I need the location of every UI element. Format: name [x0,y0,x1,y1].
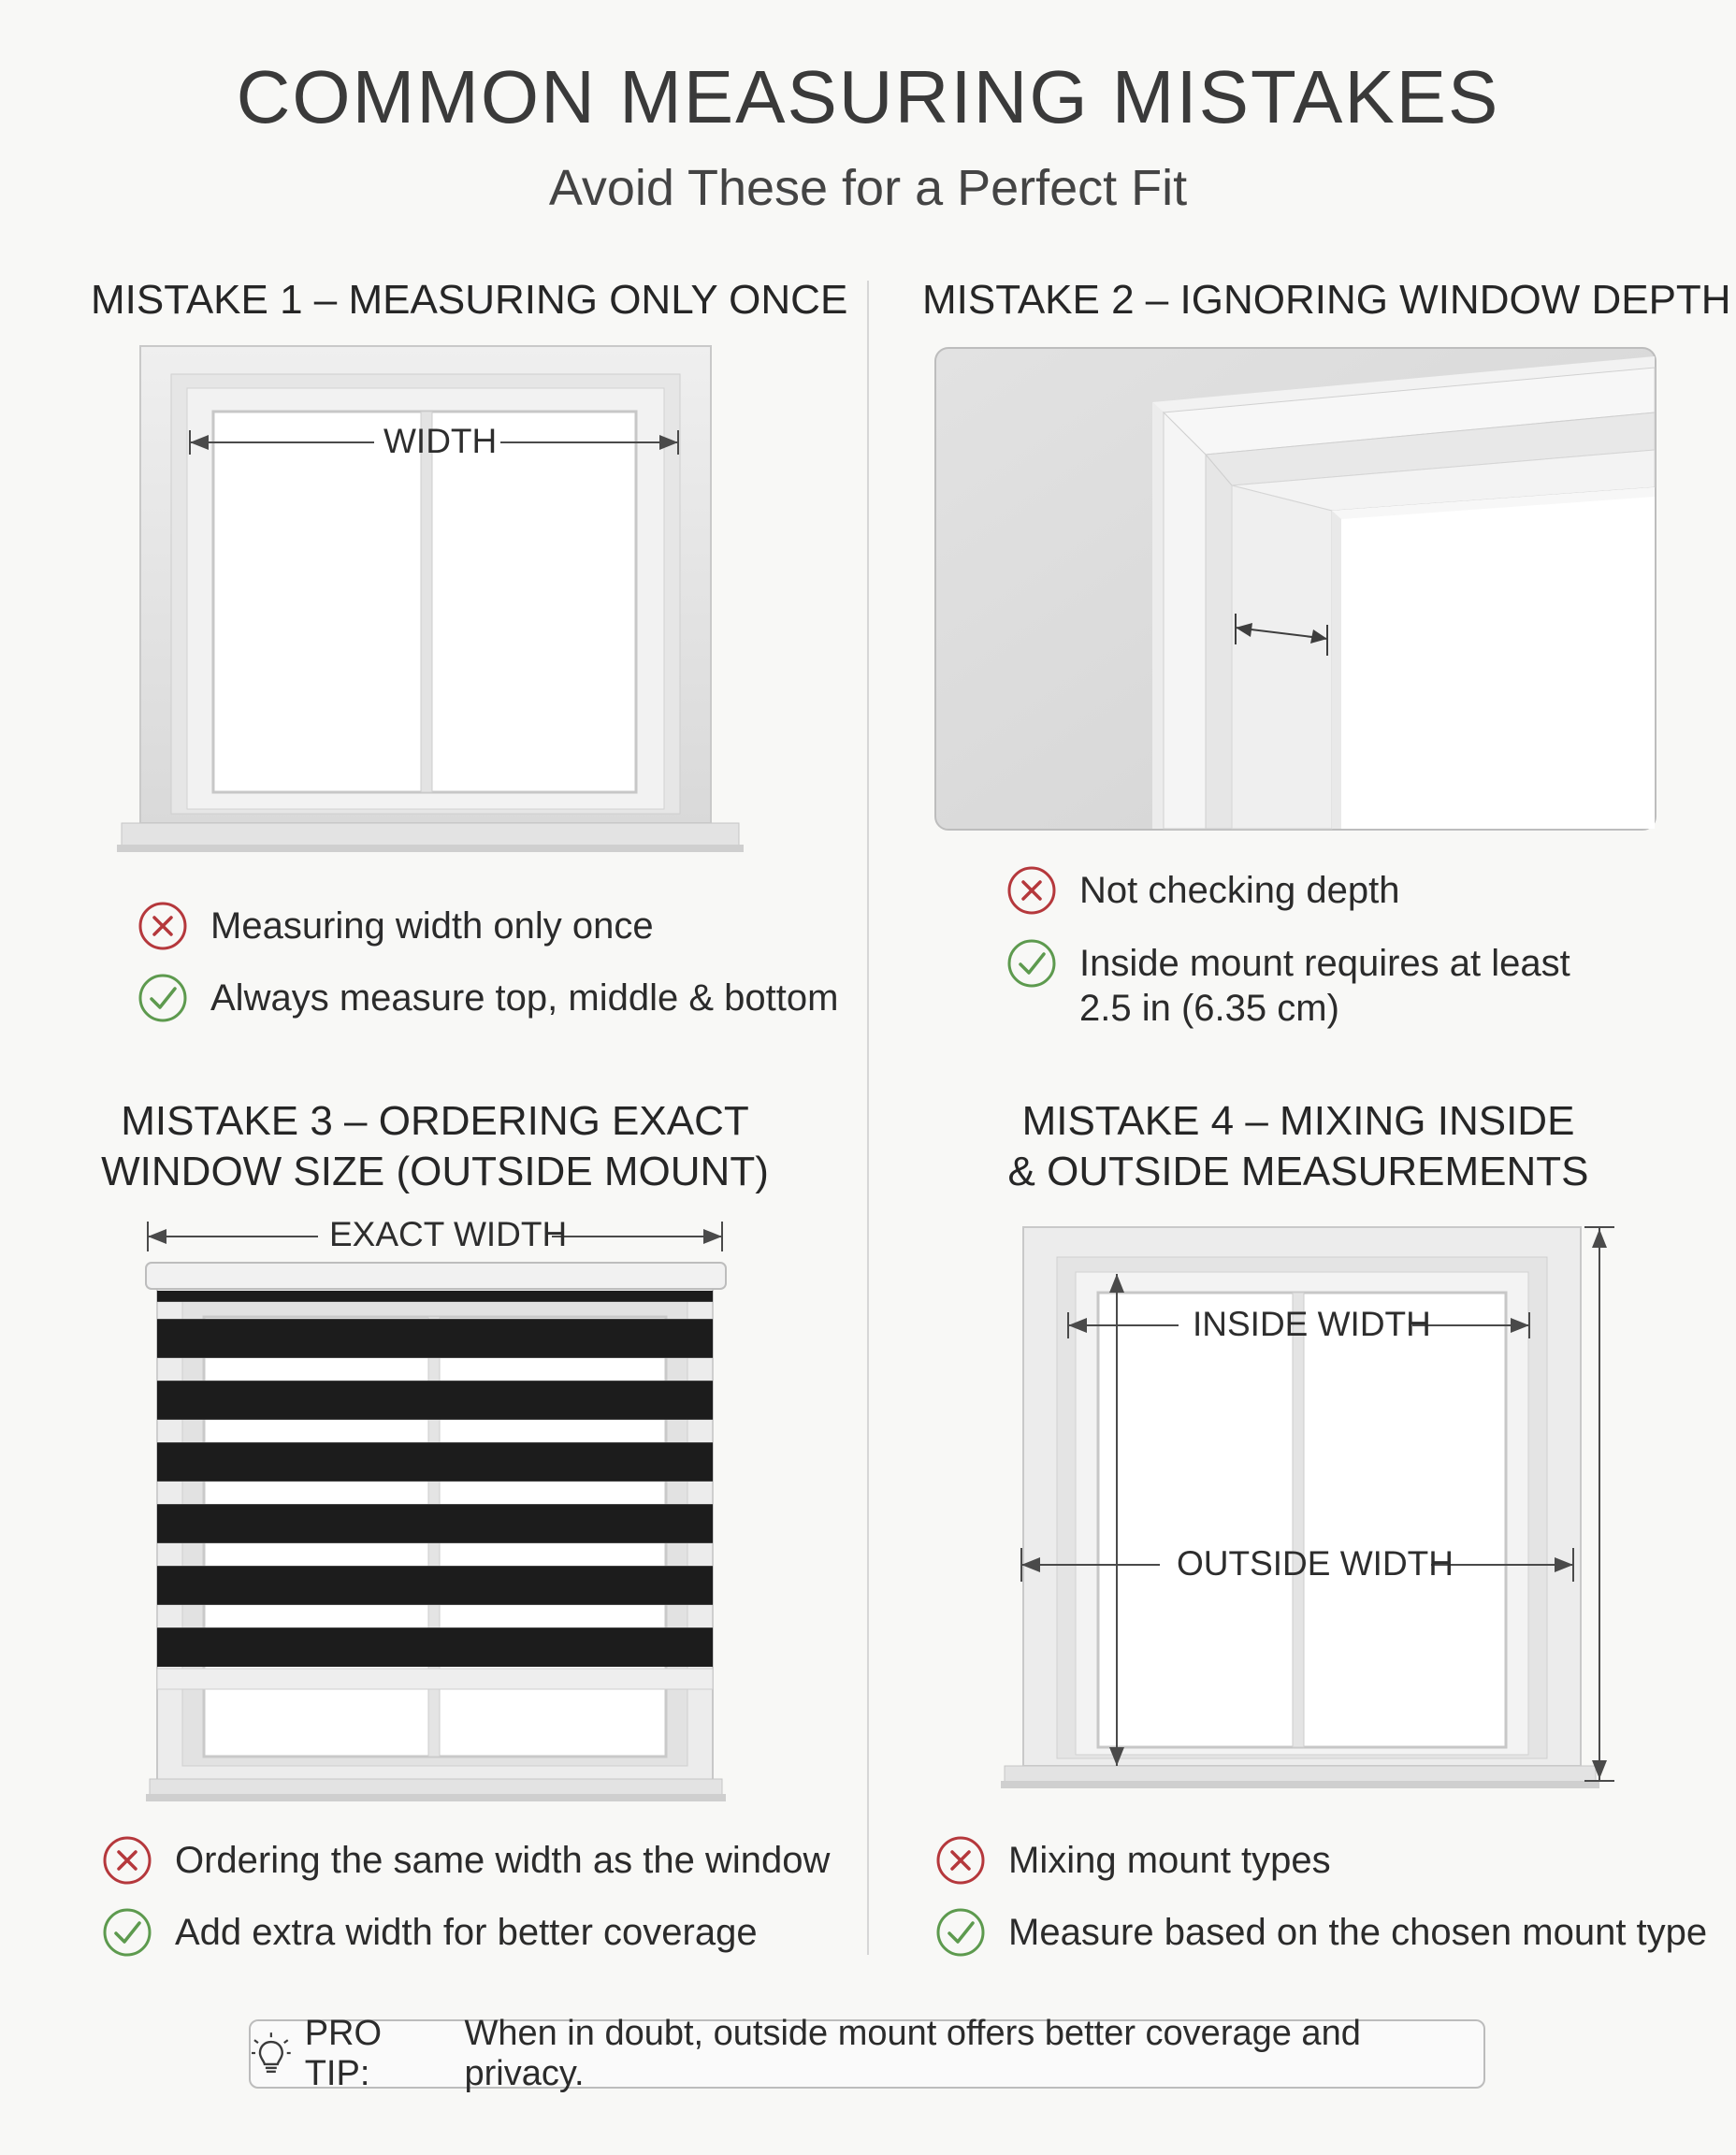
exact-width-label: EXACT WIDTH [329,1215,568,1253]
mistake-3-right-text: Add extra width for better coverage [175,1912,758,1953]
mistake-2-right-text: Inside mount requires at least 2.5 in (6.35 cm) [1079,943,1570,1029]
check-circle-icon [102,1907,152,1958]
mistake-4-wrong [935,1838,1331,1886]
page-title: COMMON MEASURING MISTAKES [236,55,1500,138]
window-illustration-1 [117,341,753,870]
mistake-3-wrong [102,1838,830,1886]
pro-tip-label: PRO TIP: [304,2014,383,2093]
lightbulb-icon [251,2031,292,2077]
mistake-3-right [102,1910,758,1958]
mistake-2-wrong [1006,868,1399,916]
inside-width-label: INSIDE WIDTH [1193,1305,1431,1343]
pro-tip-text: When in doubt, outside mount offers better coverage and privacy. [464,2014,1361,2093]
x-circle-icon [137,901,188,951]
x-circle-icon [935,1835,986,1886]
x-circle-icon [102,1835,152,1886]
blind-illustration [140,1214,730,1808]
page-subtitle: Avoid These for a Perfect Fit [548,160,1188,216]
mistake-1-right [137,976,838,1023]
check-circle-icon [935,1907,986,1958]
mistake-1-wrong [137,904,654,951]
mistake-2-right [1006,941,1570,1031]
outside-width-label: OUTSIDE WIDTH [1177,1544,1454,1583]
mistake-4-right [935,1910,1707,1958]
window-depth-illustration [934,347,1656,831]
check-circle-icon [1006,938,1057,989]
x-circle-icon [1006,865,1057,916]
mistake-1-wrong-text: Measuring width only once [210,905,654,947]
check-circle-icon [137,973,188,1023]
mistake-4-title: MISTAKE 4 – MIXING INSIDE & OUTSIDE MEASUREMENTS [1007,1098,1589,1194]
mistake-2-title: MISTAKE 2 – IGNORING WINDOW DEPTH [922,277,1731,323]
mistake-4-wrong-text: Mixing mount types [1008,1840,1331,1881]
mistake-3-title: MISTAKE 3 – ORDERING EXACT WINDOW SIZE (OUTSIDE MOUNT) [101,1098,769,1194]
column-divider [867,281,869,1955]
pro-tip-box [249,2014,1485,2093]
mistake-1-right-text: Always measure top, middle & bottom [210,977,839,1019]
mistake-2-wrong-text: Not checking depth [1079,870,1400,911]
mistake-1-title: MISTAKE 1 – MEASURING ONLY ONCE [91,277,848,323]
width-label: WIDTH [383,422,498,460]
mistake-3-wrong-text: Ordering the same width as the window [175,1840,831,1881]
mistake-4-right-text: Measure based on the chosen mount type [1008,1912,1708,1953]
